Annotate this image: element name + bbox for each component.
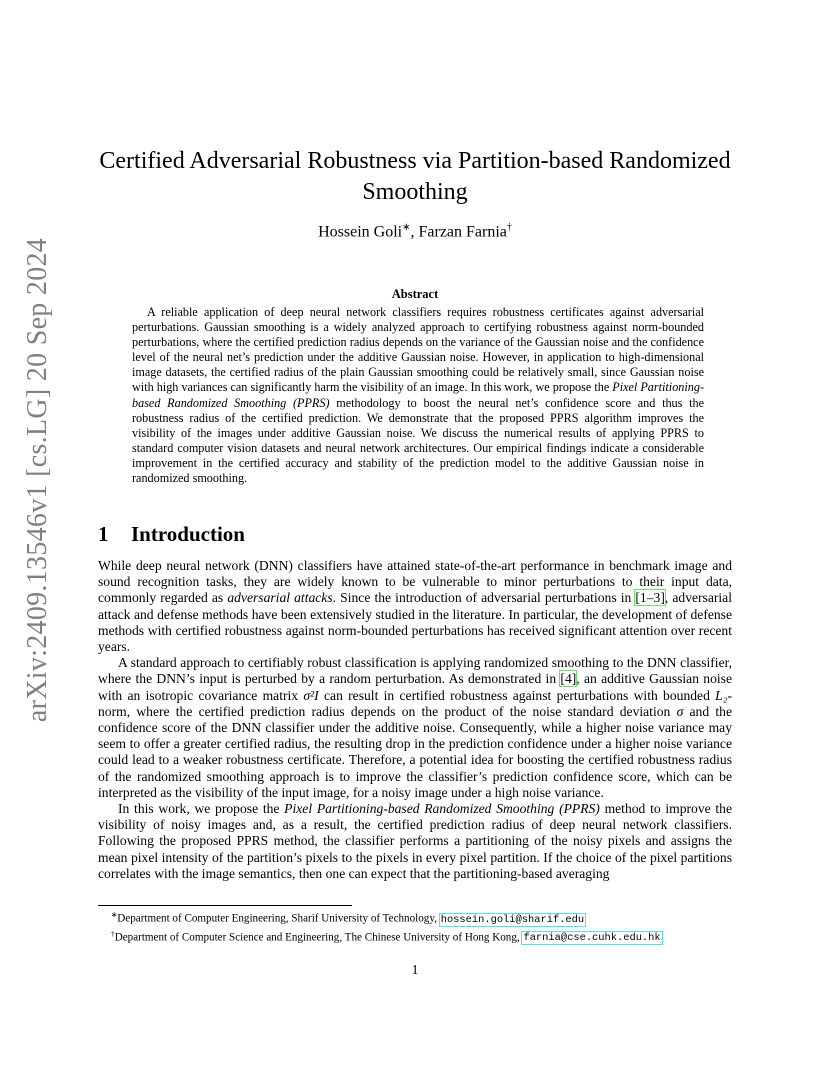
footnote-mark: ∗ — [111, 910, 118, 919]
footnote-divider — [98, 905, 352, 906]
footnote-affiliation — [111, 927, 732, 946]
citation-link[interactable]: [1–3] — [635, 590, 665, 606]
abstract-text-part: methodology to boost the neural net’s confidence score and thus the robustness radius of the certified prediction. We demonstrate that the proposed PPRS algorithm improves the visibility of the images under additive Gaussian noise. We discuss the numerical results of applying PPRS to standard computer vision datasets and neural network architectures. Our empirical findings indicate a considerable improvement in the certified accuracy and stability of the prediction model to the additive Gaussian noise in randomized smoothing. — [132, 395, 704, 486]
paragraph-text: In this work, we propose the — [118, 801, 285, 817]
author-name: Farzan Farnia — [418, 223, 507, 241]
arxiv-stamp — [18, 237, 58, 723]
method-name-emphasis: Pixel Partitioning-based Randomized Smoothing (PPRS) — [132, 380, 705, 410]
section-number: 1 — [98, 522, 109, 546]
abstract-heading: Abstract — [391, 287, 439, 301]
citation-link[interactable]: [4] — [560, 671, 577, 687]
term-emphasis: adversarial attacks — [227, 590, 333, 606]
email-link[interactable]: farnia@cse.cuhk.edu.hk — [523, 932, 661, 945]
paragraph-text: method to improve the visibility of noisy images and, as a result, the certified prediction radius of deep neural network classifiers. Following the proposed PPRS method, the classifier performs a partitioning of the noisy pixels and assigns the mean pixel intensity of the partition’s pixels to the pixels in every pixel partition. If the choice of the pixel partitions correlates with the image semantics, then one can expect that the partitioning-based averaging — [98, 801, 733, 881]
arxiv-identifier: arXiv:2409.13546v1 [cs.LG] 20 Sep 2024 — [22, 237, 54, 723]
footnote-affiliation — [111, 908, 732, 927]
section-heading — [98, 522, 245, 547]
method-name-emphasis: Pixel Partitioning-based Randomized Smoothing (PPRS) — [284, 801, 600, 817]
footnote-mark: † — [111, 928, 115, 938]
abstract-text — [132, 305, 704, 486]
paragraph-text: -norm, where the certified prediction radius depends on the product of the noise standard deviation — [98, 687, 732, 719]
footnote-mark: ∗ — [402, 222, 411, 233]
math-expression: L₂ — [715, 687, 728, 703]
page-number: 1 — [411, 962, 419, 977]
author-separator: , — [410, 223, 419, 241]
paper-title: Certified Adversarial Robustness via Partition-based Randomized Smoothing — [99, 148, 731, 205]
math-expression: σ²I — [303, 687, 319, 703]
intro-paragraph — [98, 655, 732, 801]
paragraph-text: , adversarial attack and defense methods have been extensively studied in the literature. In particular, the development of defense methods with certified robustness against norm-bounded perturbations has received significant attention over recent years. — [98, 590, 732, 655]
introduction-body — [98, 558, 732, 882]
author-name: Hossein Goli — [318, 223, 403, 241]
email-link[interactable]: hossein.goli@sharif.edu — [440, 913, 585, 926]
intro-paragraph — [98, 558, 732, 655]
math-expression: σ — [676, 703, 684, 719]
abstract-text-part: A reliable application of deep neural network classifiers requires robustness certificates against adversarial perturbations. Gaussian smoothing is a widely analyzed approach to certifying robustness against norm-bounded perturbations, where the certified prediction radius depends on the variance of the Gaussian noise and the confidence level of the neural net’s prediction under the additive Gaussian noise. However, in application to high-dimensional image datasets, the certified radius of the plain Gaussian smoothing could be relatively small, since Gaussian noise with high variances can significantly harm the visibility of an image. In this work, we propose the — [132, 305, 704, 395]
author-list — [98, 222, 732, 241]
paragraph-text: A standard approach to certifiably robust classification is applying randomized smoothing to the DNN classifier, where the DNN’s input is perturbed by a random perturbation. As demonstrated in — [98, 655, 732, 687]
paragraph-text: can result in certified robustness against perturbations with bounded — [318, 687, 716, 703]
section-title: Introduction — [131, 522, 245, 546]
paragraph-text: , an additive Gaussian noise with an isotropic covariance matrix — [98, 671, 733, 703]
paragraph-text: and the confidence score of the DNN classifier under the additive noise. Consequently, while a higher noise variance may seem to offer a greater certified radius, the resulting drop in the prediction confidence under a higher noise variance could lead to a weaker robustness certificate. Therefore, a potential idea for boosting the certified robustness radius of the randomized smoothing approach is to improve the classifier’s prediction confidence score, which can be interpreted as the visibility of the input image, for a noisy image under a high noise variance. — [98, 703, 732, 800]
paragraph-text: While deep neural network (DNN) classifiers have attained state-of-the-art performance in benchmark image and sound recognition tasks, they are widely known to be vulnerable to minor perturbations to their input data, commonly regarded as — [98, 558, 732, 606]
footnotes — [111, 908, 732, 945]
affiliation-text: Department of Computer Engineering, Sharif University of Technology, — [117, 912, 440, 925]
paragraph-text: . Since the introduction of adversarial perturbations in — [332, 590, 636, 606]
intro-paragraph — [98, 801, 732, 882]
affiliation-text: Department of Computer Science and Engineering, The Chinese University of Hong Kong, — [114, 931, 523, 944]
footnote-mark: † — [506, 222, 512, 233]
